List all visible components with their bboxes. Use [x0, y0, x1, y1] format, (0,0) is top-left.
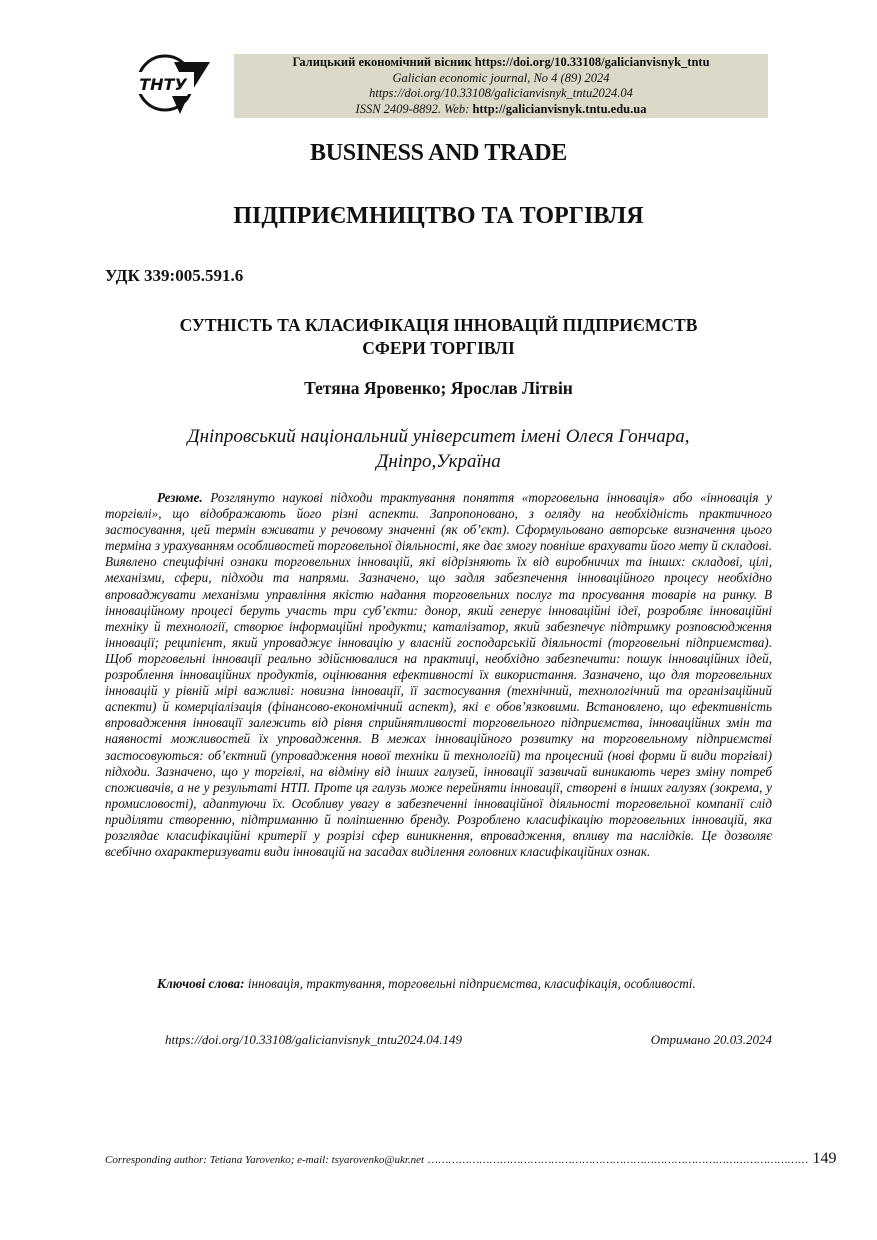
- paper-title: [105, 314, 772, 360]
- affiliation-line1: Дніпровський національний університет імені Олеся Гончара,: [187, 426, 690, 447]
- abstract-text: Розглянуто наукові підходи трактування поняття «торговельна інновація» або «інновація у торгівлі», що відображають його різні аспекти. Запропоновано, з огляду на необхідність практичного застосування, цей термін вживати у речовому значенні (як об’єкт). Сформульовано авторське визначення цього терміна з урахуванням особливостей торговельної діяльності, яке дає змогу повніше врахувати його мету й складові. Виявлено специфічні ознаки торговельних інновацій, які відрізняють їх від виробничих та інших: складові, цілі, механізми, сфери, підходи та напрями. Зазначено, що задля забезпечення інноваційного процесу необхідно впроваджувати механізми управління якістю надання торговельних послуг та просування товарів на ринку. В інноваційному процесі беруть участь три суб’єкти: донор, який генерує інноваційні ідеї, розробляє інноваційні техніку й технології, створює інформаційні продукти; каталізатор, який забезпечує підтримку розповсюдження інновації; реципієнт, який упроваджує інновацію у власній господарській діяльності (торговельні підприємства). Щоб торговельні інновації реально здійснювалися на практиці, необхідно забезпечити: пошук інноваційних ідей, розроблення інноваційних продуктів, оцінювання ефективності їх використання. Зазначено, що для торговельних інновацій у рівній мірі важливі: новизна інновації, її застосування (технічний, технологічний та організаційний аспекти) й комерціалізація (фінансово-економічний аспект), які є обов’язковими. Встановлено, що ефективність впровадження інновації залежить від рівня сприйнятливості торговельного підприємства, інноваційних змін та наявності можливостей їх упровадження. В межах інноваційного розвитку на торговельному підприємстві застосовуються: об’єктний (упровадження нової техніки й технологій) та процесний (нові форми й види торгівлі) підходи. Зазначено, що у торгівлі, на відміну від інших галузей, інновації зазвичай виникають через зміну потреб споживачів, а не у результаті НТП. Проте ця галузь може перейняти інновації, створені в інших галузях (зокрема, у промисловості), адаптуючи їх. Особливу увагу в забезпеченні інноваційної діяльності торговельної компанії слід приділяти створенню, підтриманню й поліпшенню бренду. Розроблено класифікацію торговельних інновацій, яка розглядає класифікаційні критерії у розрізі сфер виникнення, впровадження, впливу та наслідків. Це дозволяє всебічно охарактеризувати види інновацій на засадах виділення головних класифікаційних ознак.: [105, 490, 772, 860]
- udc-code: УДК 339:005.591.6: [105, 266, 244, 285]
- header-issn: ISSN 2409-8892. Web:: [355, 101, 473, 116]
- abstract: [105, 490, 772, 860]
- affiliation-line2: Дніпро,Україна: [376, 451, 501, 472]
- header-line4: [234, 102, 768, 118]
- header-line2: Galician economic journal, No 4 (89) 2024: [392, 70, 610, 85]
- keywords-label: Ключові слова:: [157, 976, 245, 991]
- header-line1: Галицький економічний вісник https://doi.org/10.33108/galicianvisnyk_tntu: [292, 55, 710, 69]
- article-doi[interactable]: https://doi.org/10.33108/galicianvisnyk_tntu2024.04.149: [165, 1032, 463, 1047]
- abstract-label: Резюме.: [157, 490, 203, 505]
- tntu-logo: [130, 52, 212, 118]
- received-date: Отримано 20.03.2024: [650, 1032, 772, 1047]
- header-line3: https://doi.org/10.33108/galicianvisnyk_tntu2024.04: [369, 86, 633, 100]
- keywords: [105, 976, 772, 992]
- affiliation: [105, 424, 772, 474]
- corresponding-author: Corresponding author: Tetiana Yarovenko; e-mail: tsyarovenko@ukr.net: [105, 1154, 425, 1166]
- keywords-text: інновація, трактування, торговельні підприємства, класифікація, особливості.: [244, 976, 696, 991]
- footer-leader-dots: …………………………………………………………………………………………………: [428, 1154, 809, 1166]
- page-footer: [105, 1150, 837, 1168]
- authors: Тетяна Яровенко; Ярослав Літвін: [304, 378, 573, 398]
- header-web-link[interactable]: http://galicianvisnyk.tntu.edu.ua: [472, 101, 647, 116]
- journal-header: [234, 54, 768, 118]
- logo-text: ТНТУ: [139, 75, 187, 94]
- title-line1: СУТНІСТЬ ТА КЛАСИФІКАЦІЯ ІННОВАЦІЙ ПІДПРИЄМСТВ: [179, 315, 698, 335]
- title-line2: СФЕРИ ТОРГІВЛІ: [362, 338, 515, 358]
- section-title-en: BUSINESS AND TRADE: [310, 140, 567, 166]
- page-number: 149: [812, 1150, 837, 1167]
- section-title-ua: ПІДПРИЄМНИЦТВО ТА ТОРГІВЛЯ: [233, 203, 644, 229]
